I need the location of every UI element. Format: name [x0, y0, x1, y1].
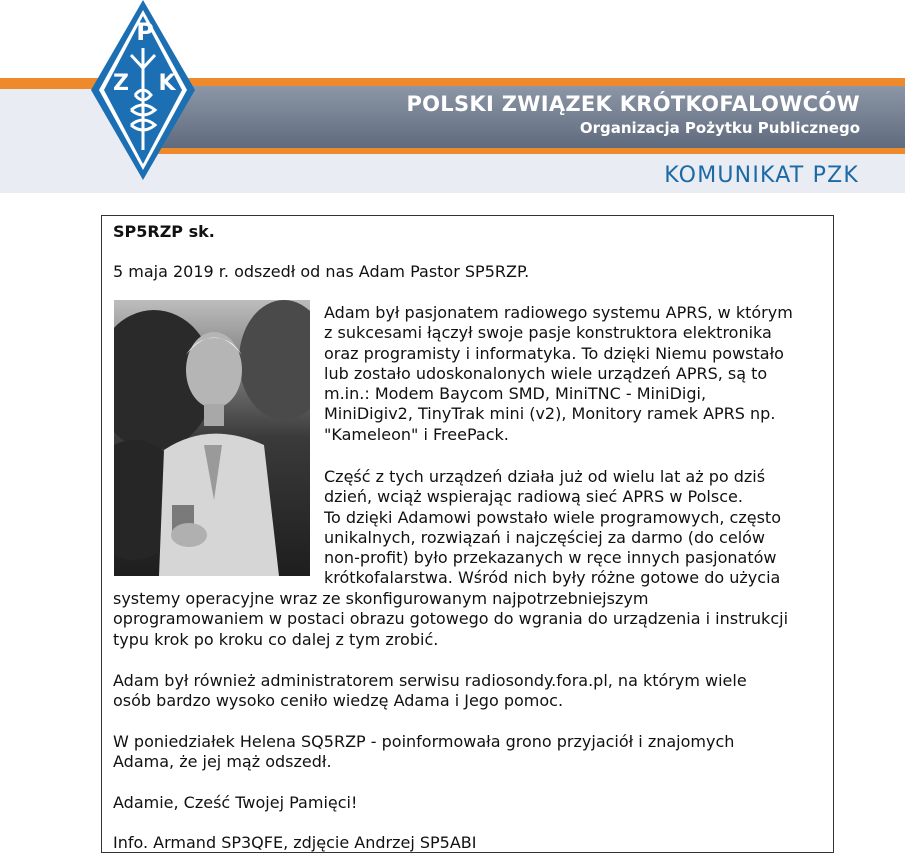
- page-header: [0, 0, 905, 195]
- paragraph-line: systemy operacyjne wraz ze skonfigurowanym najpotrzebniejszym: [113, 589, 649, 608]
- paragraph-4: [113, 732, 827, 773]
- organization-subtitle: Organizacja Pożytku Publicznego: [579, 119, 860, 137]
- paragraph-line: Część z tych urządzeń działa już od wielu lat aż po dziś: [324, 467, 766, 486]
- paragraph-line: oraz programisty i informatyka. To dzięki Niemu powstało: [324, 343, 784, 363]
- paragraph-line: "Kameleon" i FreePack.: [324, 424, 509, 444]
- paragraph-line: MiniDigiv2, TinyTrak mini (v2), Monitory ramek APRS np.: [324, 404, 776, 424]
- paragraph-2: [324, 467, 824, 589]
- section-title: KOMUNIKAT PZK: [664, 163, 859, 188]
- paragraph-line: lub zostało udoskonalonych wiele urządzeń APRS, są to: [324, 363, 768, 383]
- paragraph-line: W poniedziałek Helena SQ5RZP - poinformowała grono przyjaciół i znajomych: [113, 732, 735, 751]
- paragraph-2-continued: [113, 589, 827, 650]
- paragraph-line: unikalnych, rozwiązań i najczęściej za darmo (do celów: [324, 527, 766, 547]
- paragraph-line: Adam był pasjonatem radiowego systemu APRS, w którym: [324, 303, 793, 322]
- paragraph-line: Adam był również administratorem serwisu radiosondy.fora.pl, na którym wiele: [113, 671, 747, 690]
- paragraph-line: To dzięki Adamowi powstało wiele programowych, często: [324, 507, 781, 527]
- organization-name: POLSKI ZWIĄZEK KRÓTKOFALOWCÓW: [406, 92, 860, 116]
- portrait-photo: [114, 300, 310, 576]
- paragraph-line: oprogramowaniem w postaci obrazu gotowego do wgrania do urządzenia i instrukcji: [113, 609, 789, 629]
- header-orange-underline: [150, 148, 905, 154]
- logo-letter-k: K: [158, 71, 176, 96]
- paragraph-1: [324, 303, 824, 445]
- paragraph-line: Adama, że jej mąż odszedł.: [113, 752, 332, 772]
- paragraph-line: non-profit) było przekazanych w ręce innych pasjonatów: [324, 548, 777, 568]
- paragraph-line: dzień, wciąż wspierając radiową sieć APRS w Polsce.: [324, 487, 743, 507]
- paragraph-5: Adamie, Cześć Twojej Pamięci!: [113, 793, 358, 812]
- paragraph-line: krótkofalarstwa. Wśród nich były różne gotowe do użycia: [324, 568, 781, 588]
- logo-letter-z: Z: [113, 71, 129, 96]
- paragraph-line: osób bardzo wysoko ceniło wiedzę Adama i Jego pomoc.: [113, 691, 564, 711]
- paragraph-line: z sukcesami łączył swoje pasje konstruktora elektronika: [324, 323, 772, 343]
- article-credit: Info. Armand SP3QFE, zdjęcie Andrzej SP5ABI: [113, 833, 477, 852]
- paragraph-line: typu krok po kroku co dalej z tym zrobić.: [113, 629, 439, 649]
- paragraph-line: m.in.: Modem Baycom SMD, MiniTNC - MiniDigi,: [324, 384, 707, 404]
- paragraph-3: [113, 671, 827, 712]
- pzk-logo: [91, 0, 195, 183]
- logo-letter-p: P: [136, 18, 154, 46]
- article-date-line: 5 maja 2019 r. odszedł od nas Adam Pastor SP5RZP.: [113, 262, 530, 281]
- article-title: SP5RZP sk.: [113, 222, 215, 241]
